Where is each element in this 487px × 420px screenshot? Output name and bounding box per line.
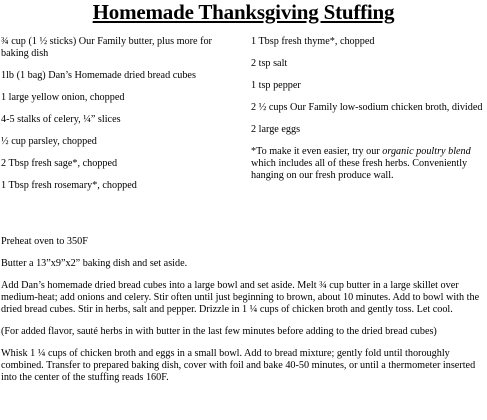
ingredients-left-column <box>1 36 241 202</box>
ingredient-item: 1 Tbsp fresh rosemary*, chopped <box>1 180 137 191</box>
note-text-before: *To make it even easier, try our <box>251 146 383 157</box>
recipe-title: Homemade Thanksgiving Stuffing <box>92 0 395 24</box>
instruction-step: Butter a 13”x9”x2” baking dish and set aside. <box>1 258 188 269</box>
ingredient-item: 2 ½ cups Our Family low-sodium chicken broth, divided <box>251 102 483 113</box>
instruction-step: Whisk 1 ¼ cups of chicken broth and eggs in a small bowl. Add to bread mixture; gently fold until thoroughly combined. Transfer to prepared baking dish, cover with foil and bake 40-50 minutes, or until a thermometer inserted into the center of the stuffing reads 160F. <box>1 348 476 383</box>
ingredient-item: 2 large eggs <box>251 124 301 135</box>
ingredient-item: 1lb (1 bag) Dan’s Homemade dried bread cubes <box>1 70 196 81</box>
instructions <box>1 236 483 394</box>
note-emphasis: organic poultry blend <box>382 146 471 157</box>
ingredient-item: 1 tsp pepper <box>251 80 301 91</box>
instruction-step: Preheat oven to 350F <box>1 236 88 247</box>
ingredient-item: ½ cup parsley, chopped <box>1 136 97 147</box>
instruction-step: (For added flavor, sauté herbs in with butter in the last few minutes before adding to the dried bread cubes) <box>1 326 437 337</box>
ingredients-right-column <box>251 36 483 182</box>
ingredient-item: 2 tsp salt <box>251 58 288 69</box>
ingredient-item: 1 large yellow onion, chopped <box>1 92 125 103</box>
ingredient-item: 4-5 stalks of celery, ¼” slices <box>1 114 121 125</box>
ingredient-item: 1 Tbsp fresh thyme*, chopped <box>251 36 375 47</box>
note-text-after: which includes all of these fresh herbs. Conveniently hanging on our fresh produce wall. <box>251 158 468 181</box>
herb-blend-note <box>251 146 483 182</box>
ingredient-item: 2 Tbsp fresh sage*, chopped <box>1 158 118 169</box>
instruction-step: Add Dan’s homemade dried bread cubes into a large bowl and set aside. Melt ¾ cup butter in a large skillet over medium-heat; add onions and celery. Stir often until just beginning to brown, about 10 minutes. Add to bowl with the dried bread cubes. Stir in herbs, salt and pepper. Drizzle in 1 ¼ cups of chicken broth and gently toss. Let cool. <box>1 280 480 315</box>
ingredient-item: ¾ cup (1 ½ sticks) Our Family butter, plus more for baking dish <box>1 36 212 59</box>
